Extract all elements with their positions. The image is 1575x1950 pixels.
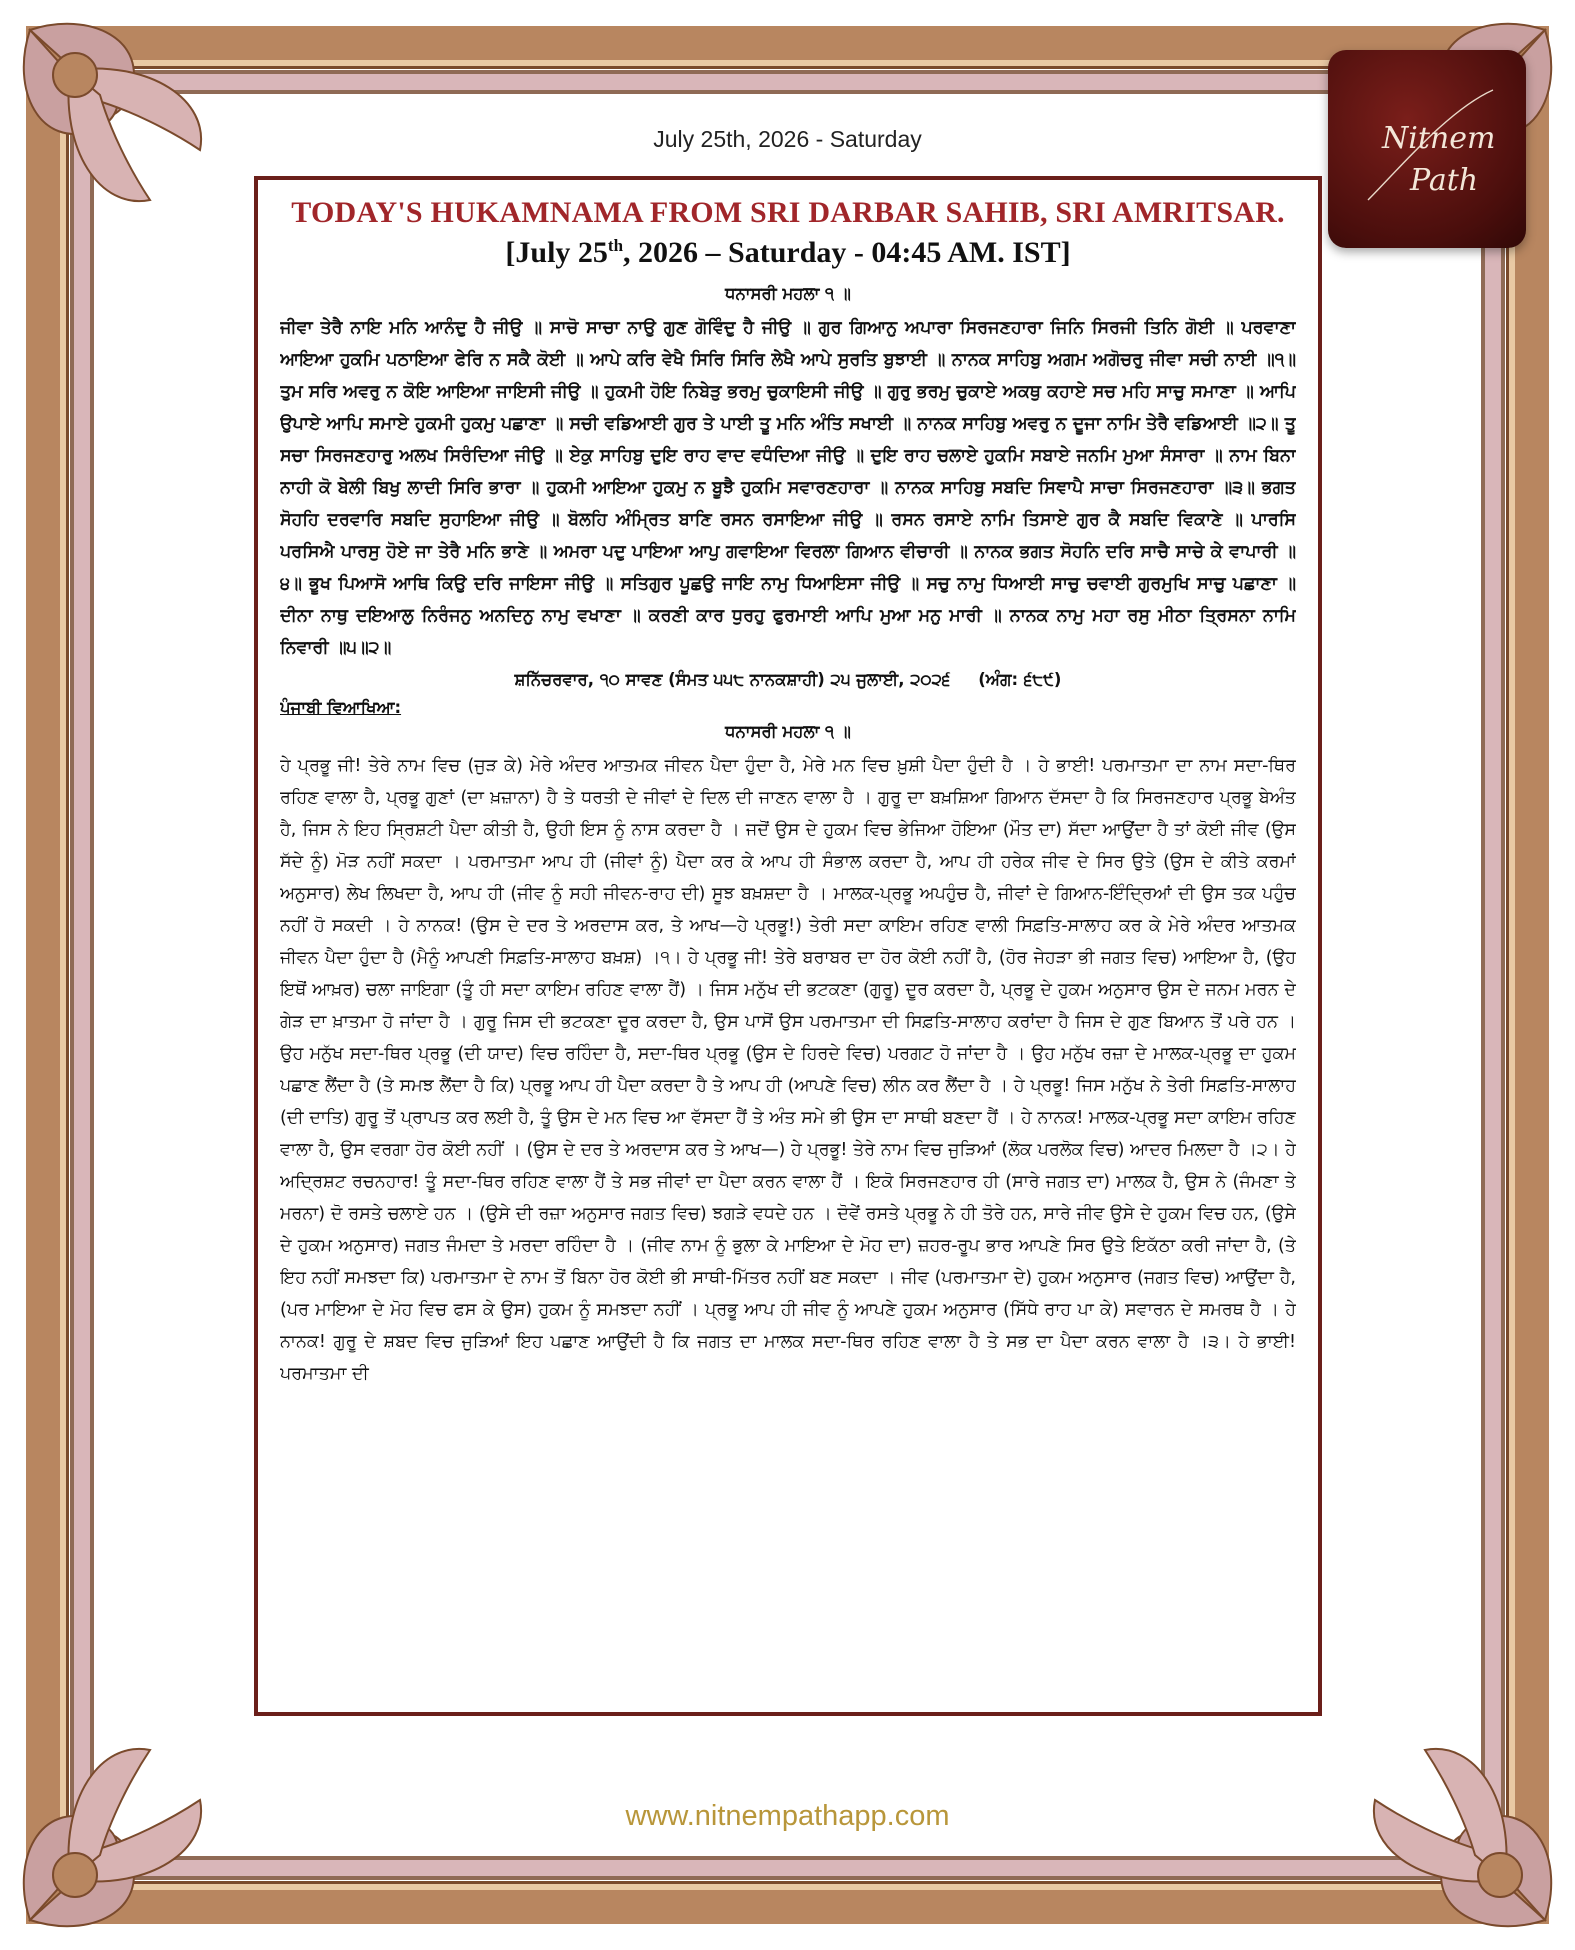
website-link[interactable]: www.nitnempathapp.com (625, 1800, 950, 1832)
explanation-text: ਹੇ ਪ੍ਰਭੂ ਜੀ! ਤੇਰੇ ਨਾਮ ਵਿਚ (ਜੁੜ ਕੇ) ਮੇਰੇ ਅੰਦਰ ਆਤਮਕ ਜੀਵਨ ਪੈਦਾ ਹੁੰਦਾ ਹੈ, ਮੇਰੇ ਮਨ ਵਿਚ ਖ਼ੁਸ਼ੀ ਪੈਦਾ ਹੁੰਦੀ ਹੈ । ਹੇ ਭਾਈ! ਪਰਮਾਤਮਾ ਦਾ ਨਾਮ ਸਦਾ-ਥਿਰ ਰਹਿਣ ਵਾਲਾ ਹੈ, ਪ੍ਰਭੂ ਗੁਣਾਂ (ਦਾ ਖ਼ਜ਼ਾਨਾ) ਹੈ ਤੇ ਧਰਤੀ ਦੇ ਜੀਵਾਂ ਦੇ ਦਿਲ ਦੀ ਜਾਣਨ ਵਾਲਾ ਹੈ । ਗੁਰੂ ਦਾ ਬਖ਼ਸ਼ਿਆ ਗਿਆਨ ਦੱਸਦਾ ਹੈ ਕਿ ਸਿਰਜਣਹਾਰ ਪ੍ਰਭੂ ਬੇਅੰਤ ਹੈ, ਜਿਸ ਨੇ ਇਹ ਸ੍ਰਿਸ਼ਟੀ ਪੈਦਾ ਕੀਤੀ ਹੈ, ਉਹੀ ਇਸ ਨੂੰ ਨਾਸ ਕਰਦਾ ਹੈ । ਜਦੋਂ ਉਸ ਦੇ ਹੁਕਮ ਵਿਚ ਭੇਜਿਆ ਹੋਇਆ (ਮੌਤ ਦਾ) ਸੱਦਾ ਆਉਂਦਾ ਹੈ ਤਾਂ ਕੋਈ ਜੀਵ (ਉਸ ਸੱਦੇ ਨੂੰ) ਮੋੜ ਨਹੀਂ ਸਕਦਾ । ਪਰਮਾਤਮਾ ਆਪ ਹੀ (ਜੀਵਾਂ ਨੂੰ) ਪੈਦਾ ਕਰ ਕੇ ਆਪ ਹੀ ਸੰਭਾਲ ਕਰਦਾ ਹੈ, ਆਪ ਹੀ ਹਰੇਕ ਜੀਵ ਦੇ ਸਿਰ ਉਤੇ (ਉਸ ਦੇ ਕੀਤੇ ਕਰਮਾਂ ਅਨੁਸਾਰ) ਲੇਖ ਲਿਖਦਾ ਹੈ, ਆਪ ਹੀ (ਜੀਵ ਨੂੰ ਸਹੀ ਜੀਵਨ-ਰਾਹ ਦੀ) ਸੂਝ ਬਖ਼ਸ਼ਦਾ ਹੈ । ਮਾਲਕ-ਪ੍ਰਭੂ ਅਪਹੁੰਚ ਹੈ, ਜੀਵਾਂ ਦੇ ਗਿਆਨ-ਇੰਦ੍ਰਿਆਂ ਦੀ ਉਸ ਤਕ ਪਹੁੰਚ ਨਹੀਂ ਹੋ ਸਕਦੀ । ਹੇ ਨਾਨਕ! (ਉਸ ਦੇ ਦਰ ਤੇ ਅਰਦਾਸ ਕਰ, ਤੇ ਆਖ—ਹੇ ਪ੍ਰਭੂ!) ਤੇਰੀ ਸਦਾ ਕਾਇਮ ਰਹਿਣ ਵਾਲੀ ਸਿਫ਼ਤਿ-ਸਾਲਾਹ ਕਰ ਕੇ ਮੇਰੇ ਅੰਦਰ ਆਤਮਕ ਜੀਵਨ ਪੈਦਾ ਹੁੰਦਾ ਹੈ (ਮੈਨੂੰ ਆਪਣੀ ਸਿਫ਼ਤਿ-ਸਾਲਾਹ ਬਖ਼ਸ਼) ।੧। ਹੇ ਪ੍ਰਭੂ ਜੀ! ਤੇਰੇ ਬਰਾਬਰ ਦਾ ਹੋਰ ਕੋਈ ਨਹੀਂ ਹੈ, (ਹੋਰ ਜੇਹੜਾ ਭੀ ਜਗਤ ਵਿਚ) ਆਇਆ ਹੈ, (ਉਹ ਇਥੋਂ ਆਖ਼ਰ) ਚਲਾ ਜਾਇਗਾ (ਤੂੰ ਹੀ ਸਦਾ ਕਾਇਮ ਰਹਿਣ ਵਾਲਾ ਹੈਂ) । ਜਿਸ ਮਨੁੱਖ ਦੀ ਭਟਕਣਾ (ਗੁਰੂ) ਦੂਰ ਕਰਦਾ ਹੈ, ਪ੍ਰਭੂ ਦੇ ਹੁਕਮ ਅਨੁਸਾਰ ਉਸ ਦੇ ਜਨਮ ਮਰਨ ਦੇ ਗੇੜ ਦਾ ਖ਼ਾਤਮਾ ਹੋ ਜਾਂਦਾ ਹੈ । ਗੁਰੂ ਜਿਸ ਦੀ ਭਟਕਣਾ ਦੂਰ ਕਰਦਾ ਹੈ, ਉਸ ਪਾਸੋਂ ਉਸ ਪਰਮਾਤਮਾ ਦੀ ਸਿਫ਼ਤਿ-ਸਾਲਾਹ ਕਰਾਂਦਾ ਹੈ ਜਿਸ ਦੇ ਗੁਣ ਬਿਆਨ ਤੋਂ ਪਰੇ ਹਨ । ਉਹ ਮਨੁੱਖ ਸਦਾ-ਥਿਰ ਪ੍ਰਭੂ (ਦੀ ਯਾਦ) ਵਿਚ ਰਹਿੰਦਾ ਹੈ, ਸਦਾ-ਥਿਰ ਪ੍ਰਭੂ (ਉਸ ਦੇ ਹਿਰਦੇ ਵਿਚ) ਪਰਗਟ ਹੋ ਜਾਂਦਾ ਹੈ । ਉਹ ਮਨੁੱਖ ਰਜ਼ਾ ਦੇ ਮਾਲਕ-ਪ੍ਰਭੂ ਦਾ ਹੁਕਮ ਪਛਾਣ ਲੈਂਦਾ ਹੈ (ਤੇ ਸਮਝ ਲੈਂਦਾ ਹੈ ਕਿ) ਪ੍ਰਭੂ ਆਪ ਹੀ ਪੈਦਾ ਕਰਦਾ ਹੈ ਤੇ ਆਪ ਹੀ (ਆਪਣੇ ਵਿਚ) ਲੀਨ ਕਰ ਲੈਂਦਾ ਹੈ । ਹੇ ਪ੍ਰਭੂ! ਜਿਸ ਮਨੁੱਖ ਨੇ ਤੇਰੀ ਸਿਫ਼ਤਿ-ਸਾਲਾਹ (ਦੀ ਦਾਤਿ) ਗੁਰੂ ਤੋਂ ਪ੍ਰਾਪਤ ਕਰ ਲਈ ਹੈ, ਤੂੰ ਉਸ ਦੇ ਮਨ ਵਿਚ ਆ ਵੱਸਦਾ ਹੈਂ ਤੇ ਅੰਤ ਸਮੇ ਭੀ ਉਸ ਦਾ ਸਾਥੀ ਬਣਦਾ ਹੈਂ । ਹੇ ਨਾਨਕ! ਮਾਲਕ-ਪ੍ਰਭੂ ਸਦਾ ਕਾਇਮ ਰਹਿਣ ਵਾਲਾ ਹੈ, ਉਸ ਵਰਗਾ ਹੋਰ ਕੋਈ ਨਹੀਂ । (ਉਸ ਦੇ ਦਰ ਤੇ ਅਰਦਾਸ ਕਰ ਤੇ ਆਖ—) ਹੇ ਪ੍ਰਭੂ! ਤੇਰੇ ਨਾਮ ਵਿਚ ਜੁੜਿਆਂ (ਲੋਕ ਪਰਲੋਕ ਵਿਚ) ਆਦਰ ਮਿਲਦਾ ਹੈ ।੨। ਹੇ ਅਦ੍ਰਿਸ਼ਟ ਰਚਨਹਾਰ! ਤੂੰ ਸਦਾ-ਥਿਰ ਰਹਿਣ ਵਾਲਾ ਹੈਂ ਤੇ ਸਭ ਜੀਵਾਂ ਦਾ ਪੈਦਾ ਕਰਨ ਵਾਲਾ ਹੈਂ । ਇਕੋ ਸਿਰਜਣਹਾਰ ਹੀ (ਸਾਰੇ ਜਗਤ ਦਾ) ਮਾਲਕ ਹੈ, ਉਸ ਨੇ (ਜੰਮਣਾ ਤੇ ਮਰਨਾ) ਦੋ ਰਸਤੇ ਚਲਾਏ ਹਨ । (ਉਸੇ ਦੀ ਰਜ਼ਾ ਅਨੁਸਾਰ ਜਗਤ ਵਿਚ) ਝਗੜੇ ਵਧਦੇ ਹਨ । ਦੋਵੇਂ ਰਸਤੇ ਪ੍ਰਭੂ ਨੇ ਹੀ ਤੋਰੇ ਹਨ, ਸਾਰੇ ਜੀਵ ਉਸੇ ਦੇ ਹੁਕਮ ਵਿਚ ਹਨ, (ਉਸੇ ਦੇ ਹੁਕਮ ਅਨੁਸਾਰ) ਜਗਤ ਜੰਮਦਾ ਤੇ ਮਰਦਾ ਰਹਿੰਦਾ ਹੈ । (ਜੀਵ ਨਾਮ ਨੂੰ ਭੁਲਾ ਕੇ ਮਾਇਆ ਦੇ ਮੋਹ ਦਾ) ਜ਼ਹਰ-ਰੂਪ ਭਾਰ ਆਪਣੇ ਸਿਰ ਉਤੇ ਇਕੱਠਾ ਕਰੀ ਜਾਂਦਾ ਹੈ, (ਤੇ ਇਹ ਨਹੀਂ ਸਮਝਦਾ ਕਿ) ਪਰਮਾਤਮਾ ਦੇ ਨਾਮ ਤੋਂ ਬਿਨਾ ਹੋਰ ਕੋਈ ਭੀ ਸਾਥੀ-ਮਿੱਤਰ ਨਹੀਂ ਬਣ ਸਕਦਾ । ਜੀਵ (ਪਰਮਾਤਮਾ ਦੇ) ਹੁਕਮ ਅਨੁਸਾਰ (ਜਗਤ ਵਿਚ) ਆਉਂਦਾ ਹੈ, (ਪਰ ਮਾਇਆ ਦੇ ਮੋਹ ਵਿਚ ਫਸ ਕੇ ਉਸ) ਹੁਕਮ ਨੂੰ ਸਮਝਦਾ ਨਹੀਂ । ਪ੍ਰਭੂ ਆਪ ਹੀ ਜੀਵ ਨੂੰ ਆਪਣੇ ਹੁਕਮ ਅਨੁਸਾਰ (ਸਿੱਧੇ ਰਾਹ ਪਾ ਕੇ) ਸਵਾਰਨ ਦੇ ਸਮਰਥ ਹੈ । ਹੇ ਨਾਨਕ! ਗੁਰੂ ਦੇ ਸ਼ਬਦ ਵਿਚ ਜੁੜਿਆਂ ਇਹ ਪਛਾਣ ਆਉਂਦੀ ਹੈ ਕਿ ਜਗਤ ਦਾ ਮਾਲਕ ਸਦਾ-ਥਿਰ ਰਹਿਣ ਵਾਲਾ ਹੈ ਤੇ ਸਭ ਦਾ ਪੈਦਾ ਕਰਨ ਵਾਲਾ ਹੈ ।੩। ਹੇ ਭਾਈ! ਪਰਮਾਤਮਾ ਦੀ (280, 756, 1296, 1384)
hukamnama-content (280, 282, 1296, 1692)
hukamnama-box (254, 176, 1322, 1716)
logo-word-2: Path (1410, 163, 1479, 198)
ang-number: (ਅੰਗ: ੬੮੯) (978, 670, 1062, 689)
page-title: TODAY'S HUKAMNAMA FROM SRI DARBAR SAHIB, SRI AMRITSAR. (291, 196, 1285, 229)
explanation-heading: ਧਨਾਸਰੀ ਮਹਲਾ ੧ ॥ (725, 722, 851, 741)
gurbani-text: ਜੀਵਾ ਤੇਰੈ ਨਾਇ ਮਨਿ ਆਨੰਦੁ ਹੈ ਜੀਉ ॥ ਸਾਚੋ ਸਾਚਾ ਨਾਉ ਗੁਣ ਗੋਵਿੰਦੁ ਹੈ ਜੀਉ ॥ ਗੁਰ ਗਿਆਨੁ ਅਪਾਰਾ ਸਿਰਜਣਹਾਰਾ ਜਿਨਿ ਸਿਰਜੀ ਤਿਨਿ ਗੋਈ ॥ ਪਰਵਾਣਾ ਆਇਆ ਹੁਕਮਿ ਪਠਾਇਆ ਫੇਰਿ ਨ ਸਕੈ ਕੋਈ ॥ ਆਪੇ ਕਰਿ ਵੇਖੈ ਸਿਰਿ ਸਿਰਿ ਲੇਖੈ ਆਪੇ ਸੁਰਤਿ ਬੁਝਾਈ ॥ ਨਾਨਕ ਸਾਹਿਬੁ ਅਗਮ ਅਗੋਚਰੁ ਜੀਵਾ ਸਚੀ ਨਾਈ ॥੧॥ ਤੁਮ ਸਰਿ ਅਵਰੁ ਨ ਕੋਇ ਆਇਆ ਜਾਇਸੀ ਜੀਉ ॥ ਹੁਕਮੀ ਹੋਇ ਨਿਬੇੜੁ ਭਰਮੁ ਚੁਕਾਇਸੀ ਜੀਉ ॥ ਗੁਰੁ ਭਰਮੁ ਚੁਕਾਏ ਅਕਥੁ ਕਹਾਏ ਸਚ ਮਹਿ ਸਾਚੁ ਸਮਾਣਾ ॥ ਆਪਿ ਉਪਾਏ ਆਪਿ ਸਮਾਏ ਹੁਕਮੀ ਹੁਕਮੁ ਪਛਾਣਾ ॥ ਸਚੀ ਵਡਿਆਈ ਗੁਰ ਤੇ ਪਾਈ ਤੂ ਮਨਿ ਅੰਤਿ ਸਖਾਈ ॥ ਨਾਨਕ ਸਾਹਿਬੁ ਅਵਰੁ ਨ ਦੂਜਾ ਨਾਮਿ ਤੇਰੈ ਵਡਿਆਈ ॥੨॥ ਤੂ ਸਚਾ ਸਿਰਜਣਹਾਰੁ ਅਲਖ ਸਿਰੰਦਿਆ ਜੀਉ ॥ ਏਕੁ ਸਾਹਿਬੁ ਦੁਇ ਰਾਹ ਵਾਦ ਵਧੰਦਿਆ ਜੀਉ ॥ ਦੁਇ ਰਾਹ ਚਲਾਏ ਹੁਕਮਿ ਸਬਾਏ ਜਨਮਿ ਮੁਆ ਸੰਸਾਰਾ ॥ ਨਾਮ ਬਿਨਾ ਨਾਹੀ ਕੋ ਬੇਲੀ ਬਿਖੁ ਲਾਦੀ ਸਿਰਿ ਭਾਰਾ ॥ ਹੁਕਮੀ ਆਇਆ ਹੁਕਮੁ ਨ ਬੂਝੈ ਹੁਕਮਿ ਸਵਾਰਣਹਾਰਾ ॥ ਨਾਨਕ ਸਾਹਿਬੁ ਸਬਦਿ ਸਿਞਾਪੈ ਸਾਚਾ ਸਿਰਜਣਹਾਰਾ ॥੩॥ ਭਗਤ ਸੋਹਹਿ ਦਰਵਾਰਿ ਸਬਦਿ ਸੁਹਾਇਆ ਜੀਉ ॥ ਬੋਲਹਿ ਅੰਮ੍ਰਿਤ ਬਾਣਿ ਰਸਨ ਰਸਾਇਆ ਜੀਉ ॥ ਰਸਨ ਰਸਾਏ ਨਾਮਿ ਤਿਸਾਏ ਗੁਰ ਕੈ ਸਬਦਿ ਵਿਕਾਣੇ ॥ ਪਾਰਸਿ ਪਰਸਿਐ ਪਾਰਸੁ ਹੋਏ ਜਾ ਤੇਰੈ ਮਨਿ ਭਾਣੇ ॥ ਅਮਰਾ ਪਦੁ ਪਾਇਆ ਆਪੁ ਗਵਾਇਆ ਵਿਰਲਾ ਗਿਆਨ ਵੀਚਾਰੀ ॥ ਨਾਨਕ ਭਗਤ ਸੋਹਨਿ ਦਰਿ ਸਾਚੈ ਸਾਚੇ ਕੇ ਵਾਪਾਰੀ ॥੪॥ ਭੂਖ ਪਿਆਸੋ ਆਥਿ ਕਿਉ ਦਰਿ ਜਾਇਸਾ ਜੀਉ ॥ ਸਤਿਗੁਰ ਪੂਛਉ ਜਾਇ ਨਾਮੁ ਧਿਆਇਸਾ ਜੀਉ ॥ ਸਚੁ ਨਾਮੁ ਧਿਆਈ ਸਾਚੁ ਚਵਾਈ ਗੁਰਮੁਖਿ ਸਾਚੁ ਪਛਾਣਾ ॥ ਦੀਨਾ ਨਾਥੁ ਦਇਆਲੁ ਨਿਰੰਜਨੁ ਅਨਦਿਨੁ ਨਾਮੁ ਵਖਾਣਾ ॥ ਕਰਣੀ ਕਾਰ ਧੁਰਹੁ ਫੁਰਮਾਈ ਆਪਿ ਮੁਆ ਮਨੁ ਮਾਰੀ ॥ ਨਾਨਕ ਨਾਮੁ ਮਹਾ ਰਸੁ ਮੀਠਾ ਤ੍ਰਿਸਨਾ ਨਾਮਿ ਨਿਵਾਰੀ ॥੫॥੨॥ (280, 318, 1296, 658)
top-date-line: July 25th, 2026 - Saturday (653, 126, 922, 152)
subtitle-date-part: [July 25 (505, 236, 608, 269)
nanakshahi-date: ਸ਼ਨਿੱਚਰਵਾਰ, ੧੦ ਸਾਵਣ (ਸੰਮਤ ੫੫੮ ਨਾਨਕਸ਼ਾਹੀ) ੨੫ ਜੁਲਾਈ, ੨੦੨੬ (514, 670, 951, 689)
raag-heading: ਧਨਾਸਰੀ ਮਹਲਾ ੧ ॥ (725, 284, 851, 303)
corner-bow-ornament-top-left (0, 0, 250, 250)
logo-word-1: Nitnem (1382, 121, 1496, 156)
page-subtitle (258, 236, 1318, 270)
explanation-label: ਪੰਜਾਬੀ ਵਿਆਖਿਆ: (280, 698, 402, 717)
punjabi-date-line (280, 666, 1296, 694)
subtitle-ordinal: th (607, 236, 624, 255)
subtitle-rest: , 2026 – Saturday - 04:45 AM. IST] (623, 236, 1071, 269)
